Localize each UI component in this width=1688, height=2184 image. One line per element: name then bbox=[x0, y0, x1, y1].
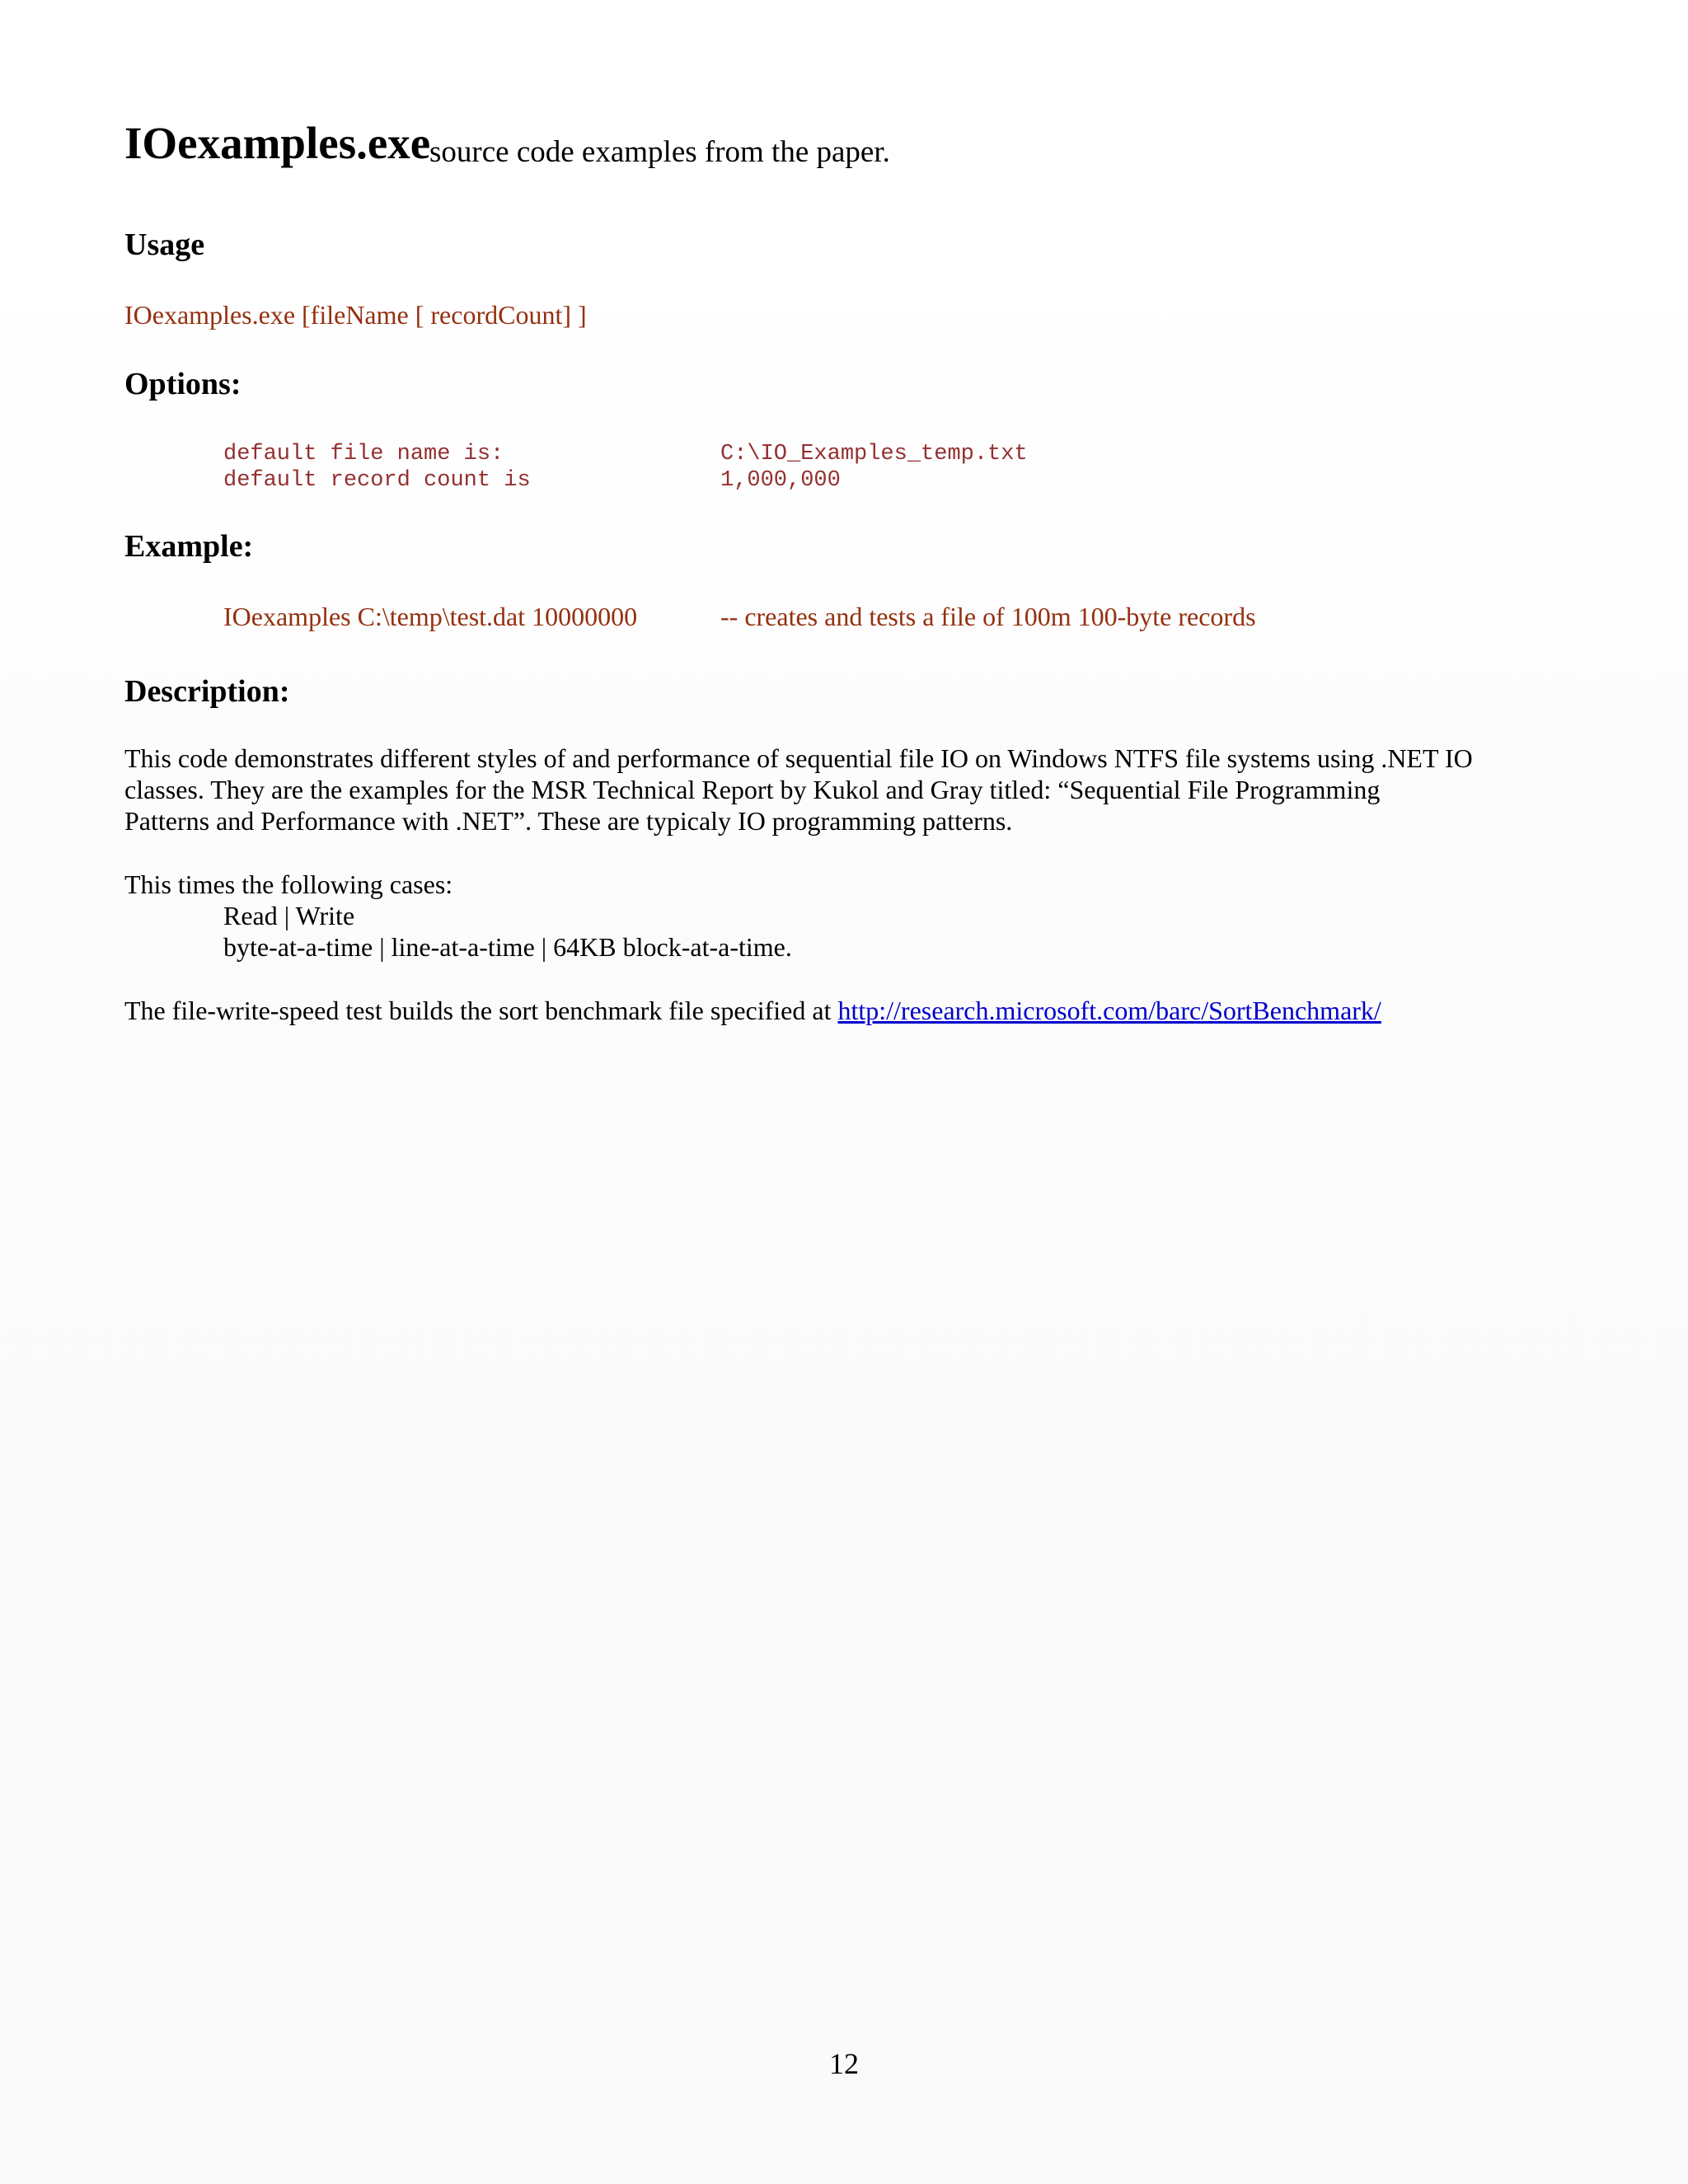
final-paragraph bbox=[124, 995, 1381, 1026]
usage-heading: Usage bbox=[124, 227, 205, 262]
example-comment: -- creates and tests a file of 100m 100-byte records bbox=[720, 602, 1256, 631]
cases-intro: This times the following cases: bbox=[124, 869, 453, 899]
options-heading: Options: bbox=[124, 367, 241, 401]
document-subtitle: source code examples from the paper. bbox=[429, 135, 890, 169]
page-number: 12 bbox=[829, 2047, 859, 2080]
option-value: C:\IO_Examples_temp.txt bbox=[720, 442, 1028, 466]
document-title: IOexamples.exe bbox=[124, 118, 431, 168]
description-heading: Description: bbox=[124, 674, 290, 709]
option-label: default record count is bbox=[223, 468, 531, 493]
sort-benchmark-link[interactable]: http://research.microsoft.com/barc/SortBenchmark/ bbox=[837, 996, 1381, 1025]
description-line: Patterns and Performance with .NET”. These are typicaly IO programming patterns. bbox=[124, 806, 1013, 836]
final-text: The file-write-speed test builds the sort benchmark file specified at bbox=[124, 996, 838, 1025]
case-item: byte-at-a-time | line-at-a-time | 64KB block-at-a-time. bbox=[223, 932, 792, 962]
example-command: IOexamples C:\temp\test.dat 10000000 bbox=[223, 602, 638, 631]
description-line: This code demonstrates different styles of and performance of sequential file IO on Windows NTFS file systems using .NET IO bbox=[124, 743, 1473, 773]
example-heading: Example: bbox=[124, 529, 254, 564]
option-label: default file name is: bbox=[223, 442, 504, 466]
description-line: classes. They are the examples for the MSR Technical Report by Kukol and Gray titled: “Sequential File Programming bbox=[124, 775, 1381, 804]
usage-command: IOexamples.exe [fileName [ recordCount] ] bbox=[124, 300, 587, 330]
option-value: 1,000,000 bbox=[720, 468, 841, 493]
case-item: Read | Write bbox=[223, 901, 355, 930]
